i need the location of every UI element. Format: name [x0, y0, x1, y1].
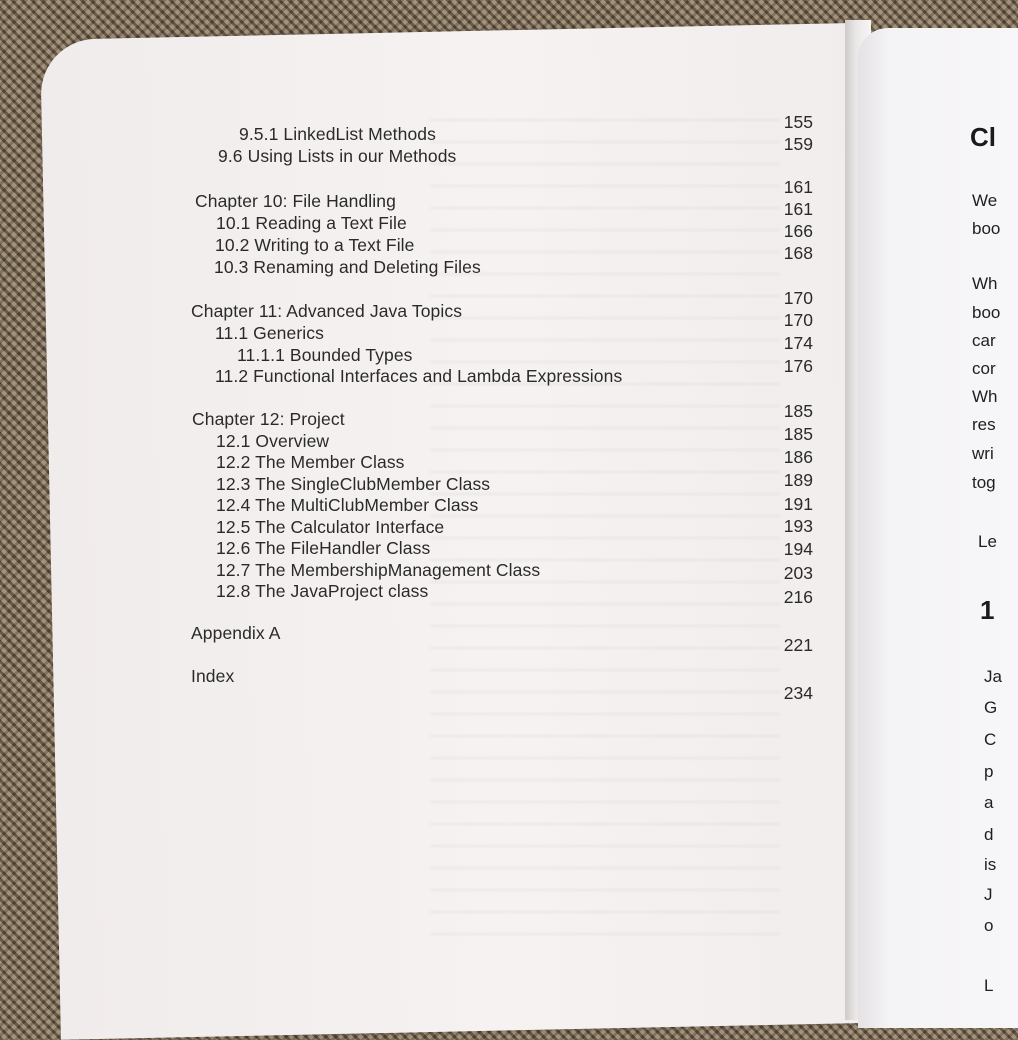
toc-entry-label: 9.6 Using Lists in our Methods: [218, 146, 457, 166]
text-fragment: d: [984, 825, 994, 844]
text-fragment: a: [984, 793, 994, 812]
toc-entry-label: 12.4 The MultiClubMember Class: [216, 495, 479, 515]
toc-entry-label: 12.8 The JavaProject class: [216, 581, 429, 601]
text-fragment: Wh: [972, 274, 998, 293]
toc-entry-label: 12.6 The FileHandler Class: [216, 538, 431, 558]
toc-entry-page: 193: [783, 516, 813, 536]
text-fragment: cor: [972, 359, 996, 378]
toc-entry-label: Appendix A: [191, 623, 281, 643]
left-book-page: [40, 23, 881, 1040]
toc-entry-label: 10.3 Renaming and Deleting Files: [214, 257, 481, 277]
toc-entry-label: Chapter 11: Advanced Java Topics: [191, 301, 463, 321]
toc-entry-page: 194: [783, 539, 813, 559]
text-fragment: p: [984, 762, 994, 781]
toc-entry-page: 234: [783, 683, 813, 703]
toc-entry-label: Chapter 12: Project: [192, 409, 345, 429]
toc-entry-label: 12.3 The SingleClubMember Class: [216, 474, 491, 494]
toc-entry-page: 166: [783, 221, 813, 241]
text-fragment: G: [984, 698, 998, 717]
text-fragment: car: [972, 331, 996, 350]
text-fragment: We: [972, 191, 998, 210]
toc-entry-page: 170: [783, 288, 813, 308]
text-fragment: Ja: [984, 667, 1002, 686]
toc-entry-page: 185: [783, 401, 813, 421]
toc-entry-page: 174: [783, 333, 813, 353]
text-fragment: boo: [972, 303, 1001, 322]
toc-entry-page: 159: [783, 134, 813, 154]
text-fragment: o: [984, 916, 994, 935]
toc-entry-page: 161: [783, 177, 813, 197]
chapter-heading-fragment: Cl: [970, 122, 996, 152]
toc-entry-label: 11.1.1 Bounded Types: [237, 345, 413, 365]
text-fragment: boo: [972, 219, 1001, 238]
toc-entry-page: 155: [783, 112, 813, 132]
toc-entry-page: 168: [783, 243, 813, 263]
toc-entry-label: Chapter 10: File Handling: [195, 191, 396, 211]
toc-entry-label: 9.5.1 LinkedList Methods: [239, 124, 436, 144]
text-fragment: J: [984, 885, 993, 904]
toc-entry-label: 12.2 The Member Class: [216, 452, 405, 472]
text-fragment: res: [972, 415, 996, 434]
toc-entry-page: 191: [783, 494, 813, 514]
toc-entry-label: 12.5 The Calculator Interface: [216, 517, 445, 537]
text-fragment: is: [984, 855, 997, 874]
text-fragment: tog: [972, 473, 996, 492]
right-book-page: [858, 28, 1018, 1028]
section-number: 1: [980, 595, 995, 625]
toc-entry-page: 203: [783, 563, 813, 583]
toc-entry-page: 176: [783, 356, 813, 376]
toc-entry-page: 170: [783, 310, 813, 330]
toc-entry-label: 11.1 Generics: [215, 323, 324, 343]
toc-entry-label: 12.7 The MembershipManagement Class: [216, 560, 541, 580]
toc-entry-page: 185: [783, 424, 813, 444]
text-fragment: L: [984, 976, 994, 995]
toc-entry-page: 186: [783, 447, 813, 467]
toc-entry-label: 10.1 Reading a Text File: [216, 213, 407, 233]
toc-entry-label: Index: [191, 666, 235, 686]
toc-entry-page: 221: [783, 635, 813, 655]
toc-entry-label: 11.2 Functional Interfaces and Lambda Expressions: [215, 366, 623, 386]
text-fragment: Le: [978, 532, 997, 551]
text-fragment: Wh: [972, 387, 998, 406]
toc-entry-page: 216: [783, 587, 813, 607]
toc-entry-page: 161: [783, 199, 813, 219]
text-fragment: wri: [972, 444, 994, 463]
text-fragment: C: [984, 730, 997, 749]
toc-entry-page: 189: [783, 470, 813, 490]
toc-entry-label: 12.1 Overview: [216, 431, 330, 451]
toc-entry-label: 10.2 Writing to a Text File: [215, 235, 415, 255]
